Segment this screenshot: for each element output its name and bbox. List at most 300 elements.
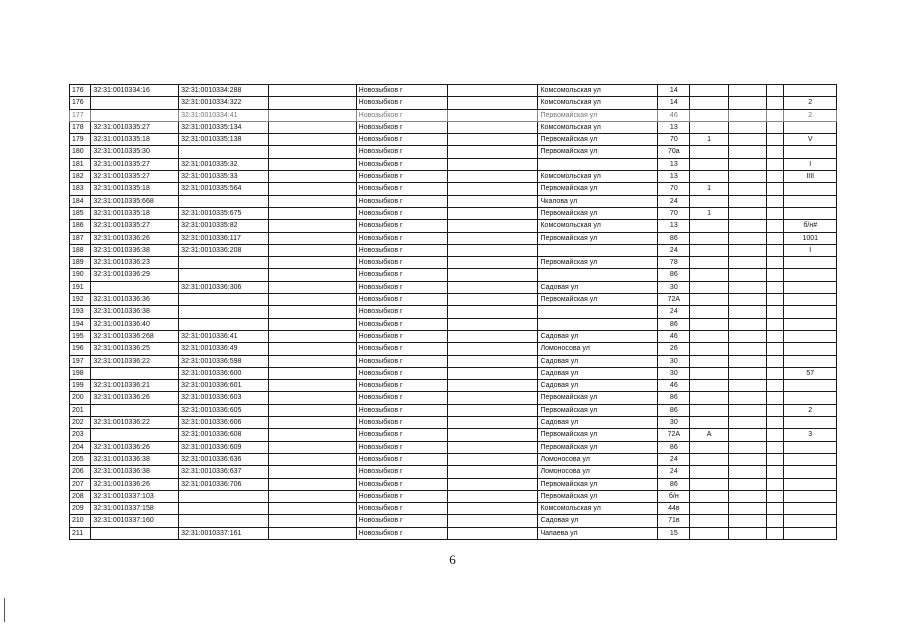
table-row	[70, 269, 837, 281]
building-cell	[690, 158, 729, 170]
house-cell: 71в	[658, 515, 690, 527]
apartment-cell	[784, 453, 837, 465]
scan-margin-mark	[4, 598, 5, 622]
region-cell	[268, 269, 356, 281]
region-cell	[268, 466, 356, 478]
apartment-cell: 2	[784, 97, 837, 109]
extra-cell	[767, 232, 784, 244]
row-number: 189	[70, 257, 91, 269]
settlement-cell: Новозыбков г	[356, 355, 447, 367]
house-cell: 14	[658, 97, 690, 109]
apartment-cell	[784, 503, 837, 515]
cadastral-parent: 32:31:0010335:27	[91, 121, 179, 133]
district-cell	[447, 355, 538, 367]
cadastral-number: 32:31:0010336:608	[179, 429, 269, 441]
house-cell: 46	[658, 380, 690, 392]
extra-cell	[767, 195, 784, 207]
house-cell: 86	[658, 404, 690, 416]
cadastral-number	[179, 146, 269, 158]
cadastral-parent: 32:31:0010337:160	[91, 515, 179, 527]
region-cell	[268, 134, 356, 146]
street-cell	[538, 318, 658, 330]
apartment-cell	[784, 294, 837, 306]
apartment-cell	[784, 380, 837, 392]
region-cell	[268, 244, 356, 256]
street-cell: Первомайская ул	[538, 441, 658, 453]
structure-cell	[728, 183, 767, 195]
house-cell: 13	[658, 121, 690, 133]
cadastral-parent: 32:31:0010336:26	[91, 232, 179, 244]
street-cell	[538, 158, 658, 170]
row-number: 187	[70, 232, 91, 244]
apartment-cell	[784, 121, 837, 133]
row-number: 198	[70, 367, 91, 379]
house-cell: б/н	[658, 490, 690, 502]
region-cell	[268, 515, 356, 527]
cadastral-parent: 32:31:0010336:38	[91, 453, 179, 465]
cadastral-number: 32:31:0010335:134	[179, 121, 269, 133]
row-number: 199	[70, 380, 91, 392]
street-cell: Садовая ул	[538, 380, 658, 392]
structure-cell	[728, 232, 767, 244]
table-row	[70, 417, 837, 429]
region-cell	[268, 355, 356, 367]
cadastral-number: 32:31:0010335:82	[179, 220, 269, 232]
settlement-cell: Новозыбков г	[356, 207, 447, 219]
apartment-cell: I	[784, 158, 837, 170]
region-cell	[268, 281, 356, 293]
structure-cell	[728, 367, 767, 379]
structure-cell	[728, 109, 767, 121]
district-cell	[447, 380, 538, 392]
house-cell: 70	[658, 183, 690, 195]
district-cell	[447, 257, 538, 269]
extra-cell	[767, 367, 784, 379]
house-cell: 86	[658, 232, 690, 244]
apartment-cell: б/н#	[784, 220, 837, 232]
settlement-cell: Новозыбков г	[356, 318, 447, 330]
district-cell	[447, 171, 538, 183]
street-cell: Первомайская ул	[538, 429, 658, 441]
settlement-cell: Новозыбков г	[356, 429, 447, 441]
row-number: 185	[70, 207, 91, 219]
building-cell: 1	[690, 134, 729, 146]
cadastral-parent	[91, 97, 179, 109]
extra-cell	[767, 121, 784, 133]
settlement-cell: Новозыбков г	[356, 134, 447, 146]
apartment-cell: 3	[784, 429, 837, 441]
district-cell	[447, 294, 538, 306]
district-cell	[447, 318, 538, 330]
structure-cell	[728, 244, 767, 256]
apartment-cell	[784, 195, 837, 207]
apartment-cell	[784, 281, 837, 293]
street-cell: Садовая ул	[538, 515, 658, 527]
region-cell	[268, 392, 356, 404]
extra-cell	[767, 478, 784, 490]
cadastral-parent: 32:31:0010336:36	[91, 294, 179, 306]
row-number: 177	[70, 109, 91, 121]
cadastral-number	[179, 490, 269, 502]
house-cell: 86	[658, 478, 690, 490]
structure-cell	[728, 429, 767, 441]
table-row	[70, 490, 837, 502]
extra-cell	[767, 392, 784, 404]
street-cell: Первомайская ул	[538, 146, 658, 158]
table-row	[70, 244, 837, 256]
street-cell: Ломоносова ул	[538, 343, 658, 355]
settlement-cell: Новозыбков г	[356, 503, 447, 515]
building-cell	[690, 478, 729, 490]
apartment-cell: I	[784, 244, 837, 256]
row-number: 186	[70, 220, 91, 232]
extra-cell	[767, 281, 784, 293]
row-number: 203	[70, 429, 91, 441]
row-number: 184	[70, 195, 91, 207]
registry-table-body	[70, 85, 837, 540]
building-cell	[690, 85, 729, 97]
table-row	[70, 355, 837, 367]
settlement-cell: Новозыбков г	[356, 343, 447, 355]
building-cell	[690, 355, 729, 367]
building-cell	[690, 281, 729, 293]
row-number: 192	[70, 294, 91, 306]
cadastral-number: 32:31:0010336:606	[179, 417, 269, 429]
settlement-cell: Новозыбков г	[356, 121, 447, 133]
cadastral-number	[179, 269, 269, 281]
cadastral-parent: 32:31:0010336:40	[91, 318, 179, 330]
settlement-cell: Новозыбков г	[356, 466, 447, 478]
extra-cell	[767, 269, 784, 281]
table-row	[70, 306, 837, 318]
district-cell	[447, 232, 538, 244]
cadastral-number: 32:31:0010335:564	[179, 183, 269, 195]
row-number: 206	[70, 466, 91, 478]
cadastral-number: 32:31:0010336:609	[179, 441, 269, 453]
cadastral-number: 32:31:0010337:161	[179, 527, 269, 539]
house-cell: 70а	[658, 146, 690, 158]
settlement-cell: Новозыбков г	[356, 367, 447, 379]
house-cell: 78	[658, 257, 690, 269]
district-cell	[447, 121, 538, 133]
district-cell	[447, 441, 538, 453]
region-cell	[268, 158, 356, 170]
region-cell	[268, 417, 356, 429]
apartment-cell: V	[784, 134, 837, 146]
structure-cell	[728, 257, 767, 269]
street-cell: Садовая ул	[538, 417, 658, 429]
district-cell	[447, 146, 538, 158]
cadastral-parent: 32:31:0010336:38	[91, 244, 179, 256]
district-cell	[447, 429, 538, 441]
region-cell	[268, 429, 356, 441]
extra-cell	[767, 466, 784, 478]
street-cell: Ломоносова ул	[538, 466, 658, 478]
table-row	[70, 380, 837, 392]
cadastral-number	[179, 294, 269, 306]
extra-cell	[767, 318, 784, 330]
district-cell	[447, 330, 538, 342]
extra-cell	[767, 503, 784, 515]
street-cell: Первомайская ул	[538, 404, 658, 416]
district-cell	[447, 490, 538, 502]
apartment-cell	[784, 318, 837, 330]
building-cell	[690, 97, 729, 109]
row-number: 194	[70, 318, 91, 330]
apartment-cell: 2	[784, 109, 837, 121]
row-number: 202	[70, 417, 91, 429]
region-cell	[268, 453, 356, 465]
structure-cell	[728, 146, 767, 158]
house-cell: 44в	[658, 503, 690, 515]
apartment-cell	[784, 527, 837, 539]
cadastral-parent: 32:31:0010336:268	[91, 330, 179, 342]
table-row	[70, 318, 837, 330]
cadastral-parent: 32:31:0010336:38	[91, 466, 179, 478]
structure-cell	[728, 466, 767, 478]
extra-cell	[767, 490, 784, 502]
table-row	[70, 343, 837, 355]
cadastral-number: 32:31:0010336:637	[179, 466, 269, 478]
apartment-cell	[784, 490, 837, 502]
cadastral-parent: 32:31:0010335:18	[91, 183, 179, 195]
settlement-cell: Новозыбков г	[356, 195, 447, 207]
house-cell: 30	[658, 355, 690, 367]
extra-cell	[767, 453, 784, 465]
district-cell	[447, 281, 538, 293]
cadastral-number: 32:31:0010336:636	[179, 453, 269, 465]
table-row	[70, 85, 837, 97]
row-number: 182	[70, 171, 91, 183]
extra-cell	[767, 355, 784, 367]
region-cell	[268, 404, 356, 416]
house-cell: 14	[658, 85, 690, 97]
settlement-cell: Новозыбков г	[356, 269, 447, 281]
district-cell	[447, 367, 538, 379]
region-cell	[268, 171, 356, 183]
apartment-cell: 57	[784, 367, 837, 379]
row-number: 195	[70, 330, 91, 342]
row-number: 181	[70, 158, 91, 170]
extra-cell	[767, 183, 784, 195]
building-cell	[690, 306, 729, 318]
building-cell	[690, 404, 729, 416]
cadastral-number: 32:31:0010334:41	[179, 109, 269, 121]
apartment-cell	[784, 343, 837, 355]
house-cell: 30	[658, 367, 690, 379]
cadastral-number	[179, 318, 269, 330]
extra-cell	[767, 85, 784, 97]
building-cell	[690, 171, 729, 183]
cadastral-number: 32:31:0010335:675	[179, 207, 269, 219]
cadastral-parent	[91, 281, 179, 293]
row-number: 190	[70, 269, 91, 281]
extra-cell	[767, 417, 784, 429]
settlement-cell: Новозыбков г	[356, 220, 447, 232]
structure-cell	[728, 527, 767, 539]
cadastral-parent: 32:31:0010335:27	[91, 158, 179, 170]
settlement-cell: Новозыбков г	[356, 171, 447, 183]
street-cell: Ломоносова ул	[538, 453, 658, 465]
structure-cell	[728, 355, 767, 367]
cadastral-number: 32:31:0010336:41	[179, 330, 269, 342]
row-number: 183	[70, 183, 91, 195]
district-cell	[447, 404, 538, 416]
extra-cell	[767, 244, 784, 256]
table-row	[70, 294, 837, 306]
street-cell	[538, 306, 658, 318]
district-cell	[447, 220, 538, 232]
street-cell: Садовая ул	[538, 330, 658, 342]
building-cell	[690, 515, 729, 527]
district-cell	[447, 515, 538, 527]
row-number: 204	[70, 441, 91, 453]
street-cell: Садовая ул	[538, 367, 658, 379]
district-cell	[447, 85, 538, 97]
building-cell	[690, 195, 729, 207]
settlement-cell: Новозыбков г	[356, 404, 447, 416]
building-cell	[690, 294, 729, 306]
region-cell	[268, 380, 356, 392]
structure-cell	[728, 417, 767, 429]
house-cell: 72А	[658, 429, 690, 441]
row-number: 200	[70, 392, 91, 404]
cadastral-number: 32:31:0010336:306	[179, 281, 269, 293]
table-row	[70, 195, 837, 207]
cadastral-parent	[91, 109, 179, 121]
cadastral-parent: 32:31:0010336:25	[91, 343, 179, 355]
region-cell	[268, 97, 356, 109]
building-cell	[690, 527, 729, 539]
street-cell: Чапаева ул	[538, 527, 658, 539]
extra-cell	[767, 207, 784, 219]
table-row	[70, 503, 837, 515]
street-cell: Комсомольская ул	[538, 121, 658, 133]
district-cell	[447, 158, 538, 170]
cadastral-parent: 32:31:0010336:22	[91, 417, 179, 429]
cadastral-number: 32:31:0010336:117	[179, 232, 269, 244]
house-cell: 13	[658, 158, 690, 170]
street-cell: Садовая ул	[538, 281, 658, 293]
building-cell	[690, 392, 729, 404]
table-row	[70, 466, 837, 478]
cadastral-number: 32:31:0010336:603	[179, 392, 269, 404]
extra-cell	[767, 330, 784, 342]
settlement-cell: Новозыбков г	[356, 257, 447, 269]
row-number: 201	[70, 404, 91, 416]
table-row	[70, 134, 837, 146]
region-cell	[268, 207, 356, 219]
structure-cell	[728, 453, 767, 465]
building-cell: 1	[690, 183, 729, 195]
house-cell: 86	[658, 392, 690, 404]
street-cell	[538, 269, 658, 281]
row-number: 210	[70, 515, 91, 527]
table-row	[70, 171, 837, 183]
cadastral-number: 32:31:0010336:600	[179, 367, 269, 379]
house-cell: 46	[658, 330, 690, 342]
region-cell	[268, 478, 356, 490]
apartment-cell	[784, 478, 837, 490]
region-cell	[268, 330, 356, 342]
cadastral-parent: 32:31:0010336:26	[91, 478, 179, 490]
table-row	[70, 121, 837, 133]
structure-cell	[728, 490, 767, 502]
apartment-cell	[784, 441, 837, 453]
cadastral-number: 32:31:0010335:32	[179, 158, 269, 170]
building-cell	[690, 257, 729, 269]
street-cell: Чкалова ул	[538, 195, 658, 207]
row-number: 188	[70, 244, 91, 256]
street-cell: Первомайская ул	[538, 207, 658, 219]
apartment-cell	[784, 257, 837, 269]
district-cell	[447, 453, 538, 465]
house-cell: 13	[658, 220, 690, 232]
row-number: 197	[70, 355, 91, 367]
settlement-cell: Новозыбков г	[356, 281, 447, 293]
cadastral-parent: 32:31:0010336:21	[91, 380, 179, 392]
extra-cell	[767, 404, 784, 416]
region-cell	[268, 343, 356, 355]
structure-cell	[728, 85, 767, 97]
house-cell: 86	[658, 318, 690, 330]
region-cell	[268, 490, 356, 502]
row-number: 191	[70, 281, 91, 293]
row-number: 193	[70, 306, 91, 318]
street-cell: Первомайская ул	[538, 478, 658, 490]
table-row	[70, 478, 837, 490]
district-cell	[447, 306, 538, 318]
table-row	[70, 207, 837, 219]
structure-cell	[728, 404, 767, 416]
cadastral-number	[179, 306, 269, 318]
region-cell	[268, 146, 356, 158]
district-cell	[447, 183, 538, 195]
table-row	[70, 97, 837, 109]
row-number: 208	[70, 490, 91, 502]
table-row	[70, 257, 837, 269]
cadastral-parent: 32:31:0010335:668	[91, 195, 179, 207]
structure-cell	[728, 134, 767, 146]
table-row	[70, 367, 837, 379]
settlement-cell: Новозыбков г	[356, 85, 447, 97]
building-cell	[690, 503, 729, 515]
apartment-cell	[784, 466, 837, 478]
building-cell	[690, 109, 729, 121]
settlement-cell: Новозыбков г	[356, 146, 447, 158]
building-cell	[690, 220, 729, 232]
table-row	[70, 330, 837, 342]
table-row	[70, 404, 837, 416]
street-cell: Первомайская ул	[538, 257, 658, 269]
cadastral-parent	[91, 404, 179, 416]
apartment-cell	[784, 417, 837, 429]
row-number: 205	[70, 453, 91, 465]
structure-cell	[728, 207, 767, 219]
apartment-cell	[784, 85, 837, 97]
building-cell	[690, 269, 729, 281]
extra-cell	[767, 97, 784, 109]
extra-cell	[767, 441, 784, 453]
district-cell	[447, 195, 538, 207]
cadastral-parent: 32:31:0010334:16	[91, 85, 179, 97]
row-number: 207	[70, 478, 91, 490]
structure-cell	[728, 343, 767, 355]
settlement-cell: Новозыбков г	[356, 97, 447, 109]
cadastral-parent: 32:31:0010335:27	[91, 220, 179, 232]
settlement-cell: Новозыбков г	[356, 380, 447, 392]
table-row	[70, 392, 837, 404]
